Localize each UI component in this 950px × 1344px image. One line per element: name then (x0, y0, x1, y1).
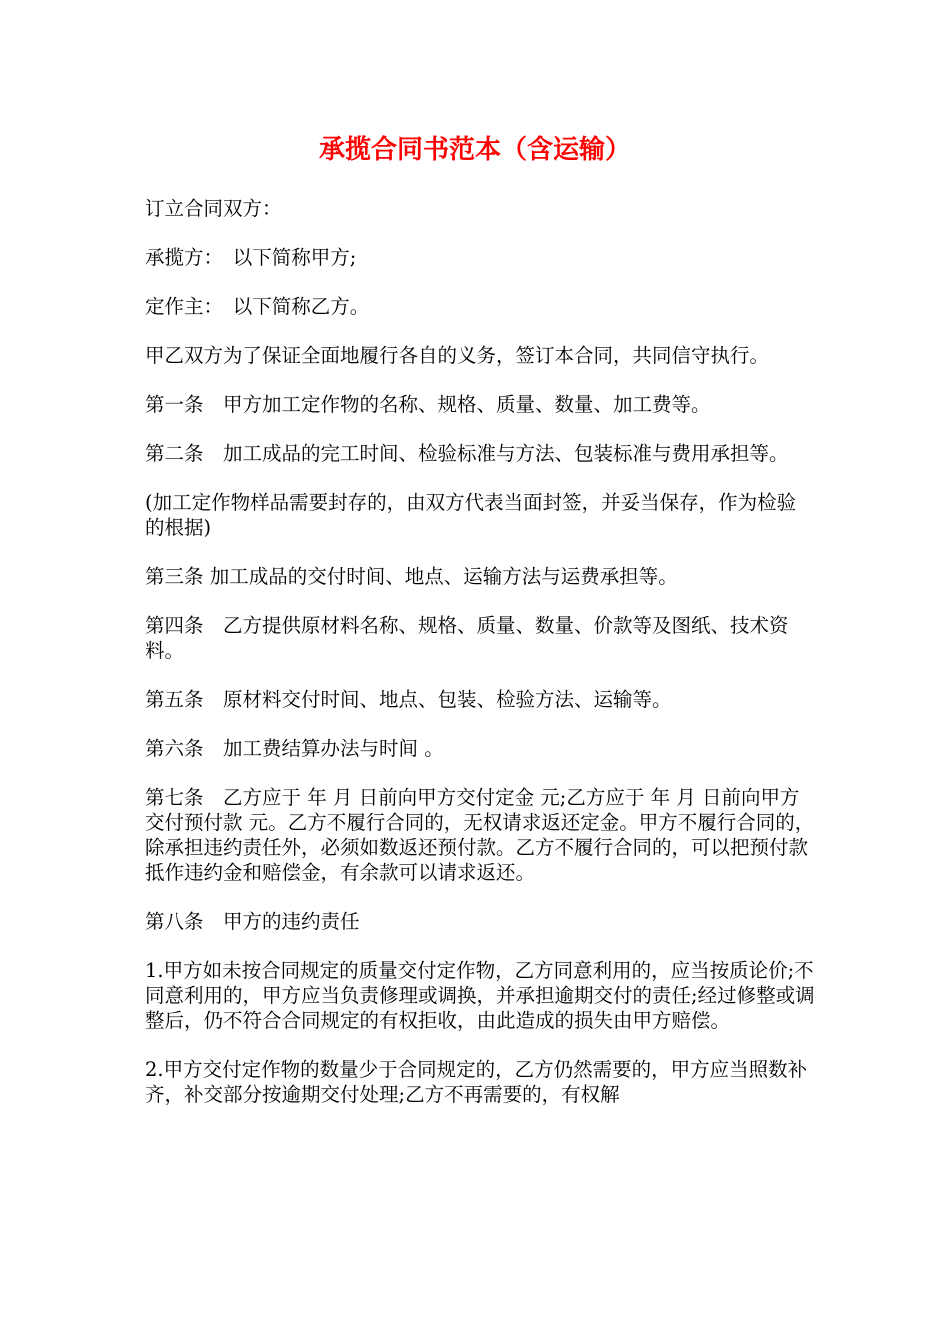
paragraph-parties-heading: 订立合同双方： (145, 197, 282, 220)
paragraph-article-4: 第四条 乙方提供原材料名称、规格、质量、数量、价款等及图纸、技术资料。 (145, 614, 789, 662)
paragraph-article-8-item-1: 1.甲方如未按合同规定的质量交付定作物，乙方同意利用的，应当按质论价;不同意利用的，甲方应当负责修理或调换，并承担逾期交付的责任;经过修整或调整后，仍不符合合同规定的有权拒收，由此造成的损失由甲方赔偿。 (145, 959, 815, 1032)
paragraph-party-b: 定作主： 以下简称乙方。 (145, 295, 370, 318)
paragraph-sample-note: (加工定作物样品需要封存的，由双方代表当面封签，并妥当保存，作为检验的根据) (145, 491, 797, 539)
paragraph-article-7: 第七条 乙方应于 年 月 日前向甲方交付定金 元;乙方应于 年 月 日前向甲方交付预付款 元。乙方不履行合同的，无权请求返还定金。甲方不履行合同的，除承担违约责任外，必须如数返还预付款。乙方不履行合同的，可以把预付款抵作违约金和赔偿金，有余款可以请求返还。 (145, 786, 815, 884)
paragraph-preamble: 甲乙双方为了保证全面地履行各自的义务，签订本合同，共同信守执行。 (145, 344, 770, 367)
paragraph-article-5: 第五条 原材料交付时间、地点、包装、检验方法、运输等。 (145, 688, 672, 711)
paragraph-article-3: 第三条 加工成品的交付时间、地点、运输方法与运费承担等。 (145, 565, 678, 588)
document-title: 承揽合同书范本（含运输） (318, 135, 631, 165)
paragraph-article-8: 第八条 甲方的违约责任 (145, 910, 360, 933)
paragraph-article-1: 第一条 甲方加工定作物的名称、规格、质量、数量、加工费等。 (145, 393, 711, 416)
paragraph-party-a: 承揽方： 以下简称甲方; (145, 246, 357, 269)
paragraph-article-2: 第二条 加工成品的完工时间、检验标准与方法、包装标准与费用承担等。 (145, 442, 789, 465)
document-body (145, 196, 815, 1131)
paragraph-article-6: 第六条 加工费结算办法与时间 。 (145, 737, 444, 760)
paragraph-article-8-item-2: 2.甲方交付定作物的数量少于合同规定的，乙方仍然需要的，甲方应当照数补齐，补交部分按逾期交付处理;乙方不再需要的，有权解 (145, 1058, 808, 1106)
